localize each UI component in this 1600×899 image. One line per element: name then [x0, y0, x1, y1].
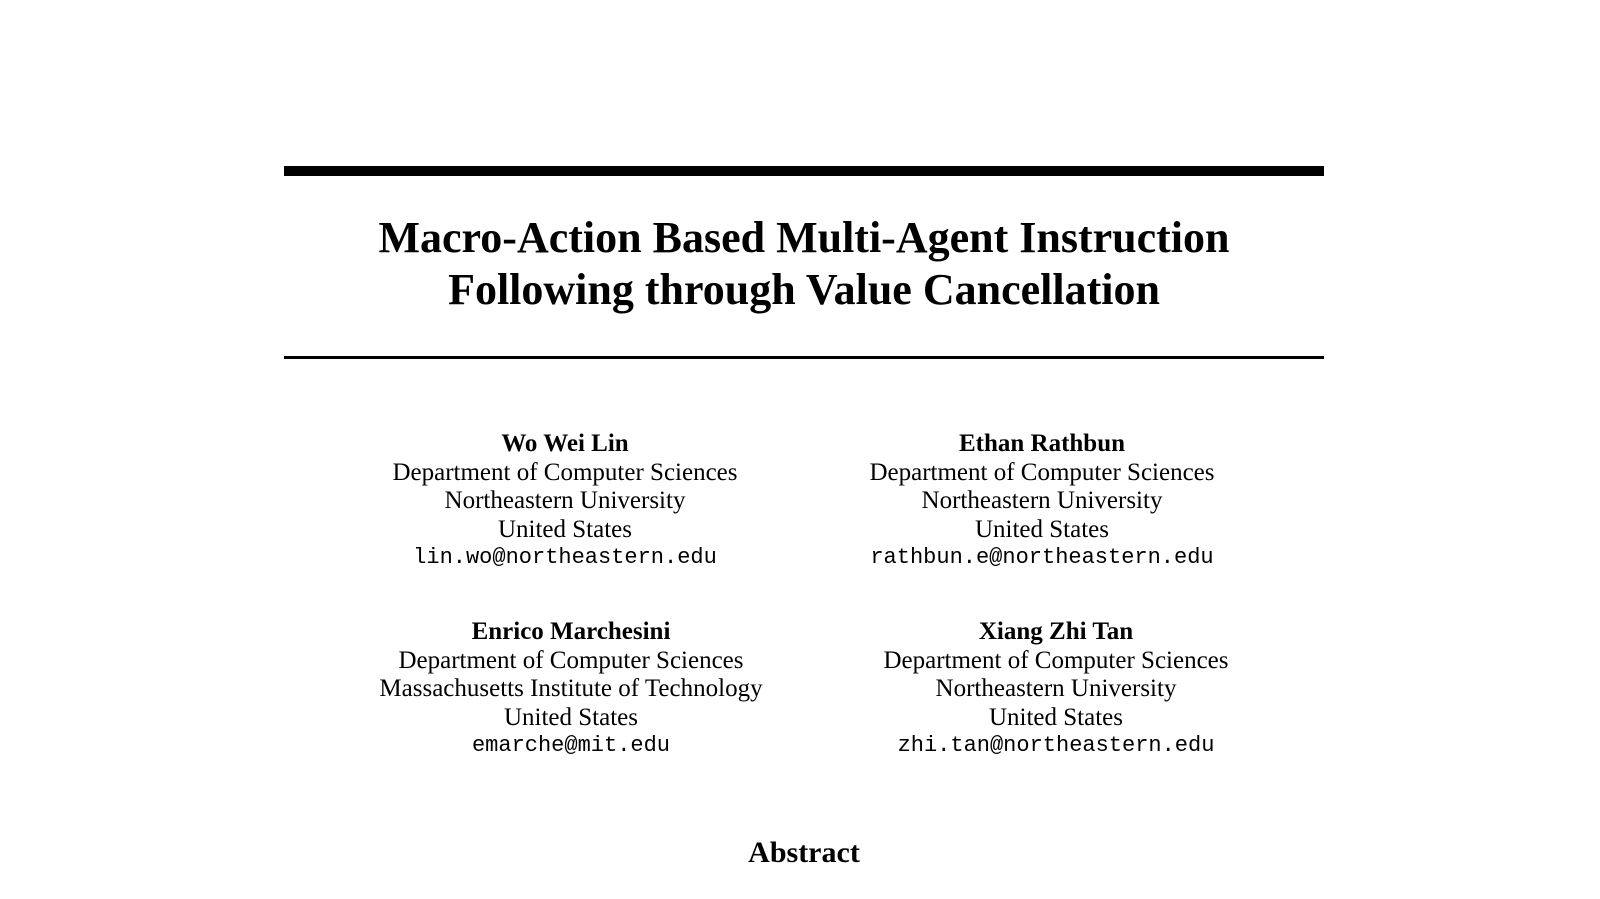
author-department: Department of Computer Sciences — [392, 458, 738, 486]
author-department: Department of Computer Sciences — [883, 646, 1229, 674]
author-institution: Massachusetts Institute of Technology — [379, 675, 763, 702]
author-block-2 — [822, 430, 1262, 573]
author-country: United States — [974, 515, 1109, 543]
author-institution: Northeastern University — [921, 487, 1163, 514]
author-block-4 — [836, 618, 1276, 761]
author-name: Enrico Marchesini — [471, 618, 671, 645]
author-country: United States — [497, 515, 632, 543]
author-email: rathbun.e@northeastern.edu — [870, 545, 1214, 570]
author-name: Ethan Rathbun — [958, 430, 1126, 457]
author-country: United States — [503, 703, 638, 731]
title-bottom-rule — [284, 356, 1324, 359]
author-institution: Northeastern University — [444, 487, 686, 514]
author-email: zhi.tan@northeastern.edu — [897, 733, 1215, 758]
author-department: Department of Computer Sciences — [398, 646, 744, 674]
author-name: Wo Wei Lin — [501, 430, 629, 457]
paper-title-line-1: Macro-Action Based Multi-Agent Instruction — [378, 213, 1230, 262]
author-block-3 — [351, 618, 791, 761]
abstract-heading: Abstract — [748, 836, 860, 869]
author-country: United States — [988, 703, 1123, 731]
author-department: Department of Computer Sciences — [869, 458, 1215, 486]
author-name: Xiang Zhi Tan — [978, 618, 1134, 645]
paper-title — [284, 212, 1324, 316]
author-institution: Northeastern University — [935, 675, 1177, 702]
author-block-1 — [345, 430, 785, 573]
paper-title-line-2: Following through Value Cancellation — [448, 265, 1160, 314]
title-top-rule — [284, 166, 1324, 176]
author-email: emarche@mit.edu — [471, 733, 671, 758]
author-email: lin.wo@northeastern.edu — [413, 545, 717, 570]
